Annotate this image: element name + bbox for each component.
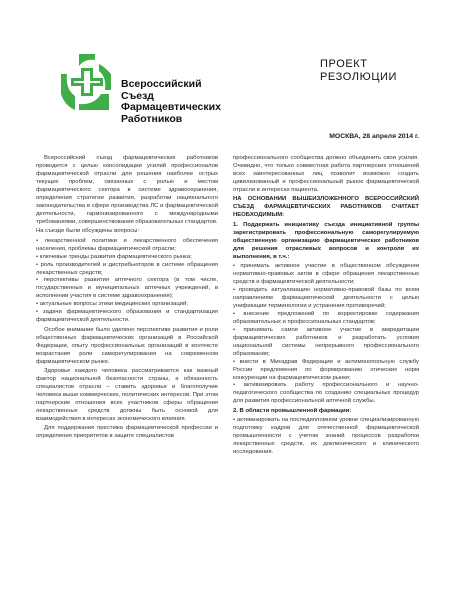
intro-paragraph: Всероссийский съезд фармацевтических работников проводится с целью консолидации усилий профессионалов фармацевтической отрасли для решения наиболее острых текущих проблем, связанных с ролью и местом фармацевтического сектора в системе здравоохранения, определения стратегии развития, разработки национального законодательства в сфере производства ЛС и фармацевтической деятельности, гармонизированного с международными требованиями, совершенствования образовательных стандартов. [36, 155, 218, 225]
resolution-item: • активизировать на последипломном уровне специализированную подготовку кадров для отечественной фармацевтической промышленности с учетом знаний процессов разработки лекарственных средств, их доклинического и клинического исследования. [233, 417, 419, 456]
resolution-item: • проводить актуализацию нормативно-правовой базы по всем направлениям фармацевтической деятельности с целью унификации терминологии и устранения противоречий; [233, 287, 419, 309]
org-line: Фармацевтических [121, 101, 221, 113]
question-item: • ключевые тренды развития фармацевтического рынка; [36, 253, 192, 260]
right-column [233, 155, 419, 599]
section-1-heading: 1. Поддержать инициативу съезда инициативной группы зарегистрировать профессиональную саморегулируемую общественную организацию фармацевтических работников для решения отраслевых вопросов и контроля их выполнения, в т.ч.: [233, 221, 419, 260]
question-item: • задачи фармацевтического образования и стандартизация фармацевтической деятельности. [36, 309, 218, 324]
resolution-item: • внесение предложений по корректировке содержания образовательных и профессиональных стандартов; [233, 310, 419, 325]
organization-name [121, 79, 271, 125]
org-line: Съезд [121, 89, 154, 102]
question-item: • актуальные вопросы этики медицинских организаций; [36, 301, 188, 308]
paragraph: Особое внимание было уделено перспективе развития и роли общественных фармацевтических организаций в Российской Федерации, опыту профессиональных организаций в контексте возрастания роли саморегулирования на современном фармацевтическом рынке. [36, 326, 218, 365]
document-title [320, 58, 415, 84]
resolution-item: • принимать активное участие в общественном обсуждении нормативно-правовых актов в сфере обращения лекарственных средств и фармацевтической деятельности; [233, 263, 419, 286]
paragraph: профессионального сообщества должно объединить свои усилия. Очевидно, что только совместная работа партнерских отношений всех заинтересованных лиц позволит возможно создать цивилизованный и профессиональный рынок фармацевтической отрасли в интересах пациента. [233, 155, 419, 193]
org-line: Работников [121, 112, 183, 125]
date-line: МОСКВА, 28 апреля 2014 г. [329, 133, 419, 140]
questions-heading: На съезде были обсуждены вопросы: [36, 228, 140, 235]
resolve-heading: НА ОСНОВАНИИ ВЫШЕИЗЛОЖЕННОГО ВСЕРОССИЙСКИЙ СЪЕЗД ФАРМАЦЕВТИЧЕСКИХ РАБОТНИКОВ СЧИТАЕТ НЕОБХОДИМЫМ: [233, 196, 419, 219]
paragraph: Здоровье каждого человека рассматривается как важный фактор национальной безопасности страны, а обязанность специалистов отрасли – ставить здоровье и благополучие человека выше коммерческих, политических интересов. При этом партнерские отношения всех участников сферы обращения лекарственных средств должны быть основой для взаимодействия в интересах экономического влияния. [36, 368, 218, 422]
pharmacy-cross-logo [55, 50, 119, 114]
question-item: • перспективы развития аптечного сектора (в том числе, государственных и муниципальных аптечных учреждений, в исполнении участия в системе здравоохранения); [36, 277, 218, 300]
left-column [36, 155, 218, 599]
title-line: РЕЗОЛЮЦИИ [320, 71, 398, 83]
resolution-item: • активизировать работу профессионального и научно-педагогического сообщества по созданию специальных процедур для развития профессиональной аптечной службы. [233, 382, 419, 405]
org-line: Всероссийский [121, 78, 202, 90]
question-item: • лекарственной политики и лекарственного обеспечения населения, проблемы фармацевтической отрасли; [36, 237, 218, 252]
paragraph: Для поддержания престижа фармацевтической профессии и определения приоритетов в защите специалистов [36, 425, 218, 440]
question-item: • роль производителей и дистрибьюторов в системе обращения лекарственных средств; [36, 261, 218, 276]
resolution-item: • принимать самое активное участие в аккредитации фармацевтических работников и разработать условия национальной системы непрерывного профессионального образования; [233, 326, 419, 357]
title-line: ПРОЕКТ [320, 58, 368, 70]
resolution-item: • внести в Минздрав Федерации и антимонопольную службу России предложения по формированию этических норм конкуренции на фармацевтическом рынке; [233, 358, 419, 381]
section-2-heading: 2. В области промышленной фармации: [233, 407, 352, 414]
